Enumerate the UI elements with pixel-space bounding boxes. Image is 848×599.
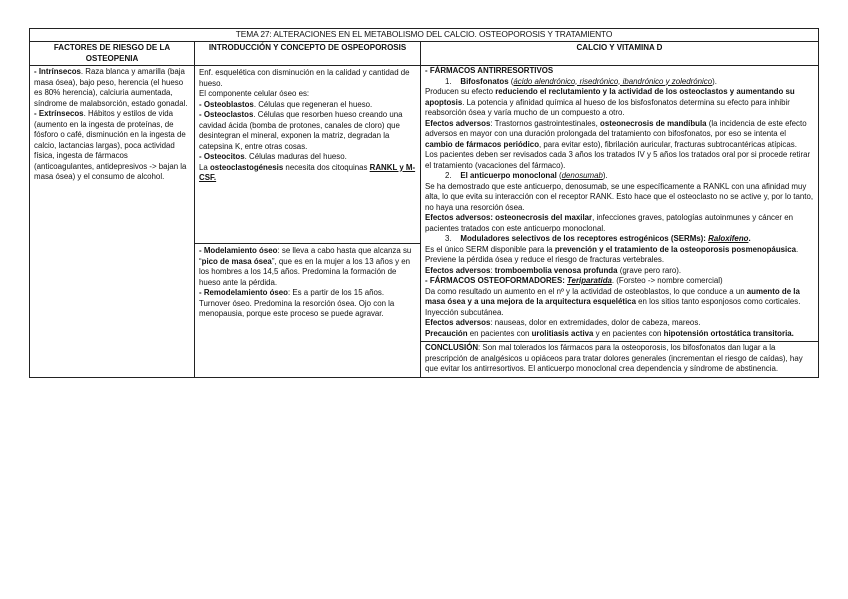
- teriparatide-text: [425, 287, 814, 319]
- adverse-bold-2: cambio de fármacos periódico: [425, 139, 540, 149]
- osteoblasts-label: - Osteoblastos: [199, 99, 254, 109]
- modeling-item: [199, 246, 416, 288]
- bisphosphonates-adverse: [425, 119, 814, 151]
- osteoformer-heading: [425, 276, 814, 287]
- teriparatide-text-2: en los sitios tanto esponjosos como corticales. Inyección subcutánea.: [425, 297, 801, 317]
- bisphosphonates-names: ácido alendrónico, risedrónico, ibandrónico y zoledrónico: [513, 76, 713, 86]
- serm-number: 3.: [445, 234, 452, 243]
- serm-text-1: Es el único SERM disponible para la: [425, 244, 555, 254]
- header-introduction: INTRODUCCIÓN Y CONCEPTO DE OSPEOPOROSIS: [195, 42, 421, 65]
- risk-factors-cell: [30, 66, 195, 377]
- denosumab-label: El anticuerpo monoclonal: [460, 171, 557, 180]
- osteocytes-item: [199, 152, 416, 163]
- header-risk-factors: FACTORES DE RIESGO DE LA OSTEOPENIA: [30, 42, 195, 65]
- modeling-text-2: ”, que es en la mujer a los 13 años y en los hombres a los 14,5 años. Predomina la formación de hueso ante la pérdida.: [199, 256, 410, 287]
- serm-name: Raloxifeno: [708, 234, 749, 243]
- osteoclastogenesis-label: osteoclastogénesis: [209, 162, 284, 172]
- adverse-bold-1: osteonecrosis de mandíbula: [600, 118, 707, 128]
- teriparatide-name: Teriparatida: [567, 276, 612, 285]
- denosumab-number: 2.: [445, 171, 452, 180]
- osteocytes-text: . Células maduras del hueso.: [244, 152, 347, 161]
- modeling-label: - Modelamiento óseo: [199, 246, 278, 255]
- header-calcium-vitamin-d: CALCIO Y VITAMINA D: [576, 43, 663, 52]
- osteoformer-heading-text: - FÁRMACOS OSTEOFORMADORES:: [425, 276, 568, 285]
- extrinsic-label: - Extrínsecos: [34, 109, 84, 118]
- precaution-text-1: en pacientes con: [467, 328, 532, 338]
- remodeling-label: - Remodelamiento óseo: [199, 288, 289, 297]
- adverse-label: Efectos adversos: [425, 118, 491, 128]
- precaution-bold-1: urolitiasis activa: [531, 328, 594, 338]
- osteoclasts-text: . Células que resorben hueso creando una cavidad ácida (bomba de protones, canales de cloro) que desintegran el mineral, exponen la matriz, degradan la catepsina K, entre otras cosas.: [199, 110, 403, 151]
- adverse-text-1: : Trastornos gastrointestinales,: [490, 118, 601, 128]
- precaution-label: Precaución: [425, 328, 468, 338]
- header-row: [30, 42, 818, 66]
- serm-dot: .: [748, 234, 751, 243]
- bisphosphonates-paren-open: (: [508, 76, 514, 86]
- osteocytes-label: - Osteocitos: [199, 152, 245, 161]
- extrinsic-paragraph: [34, 109, 190, 183]
- cytokines-text: RANKL y M-CSF.: [199, 162, 416, 182]
- bone-modeling-section: [195, 244, 420, 322]
- introduction-cell: [195, 66, 421, 377]
- body-row: [30, 66, 818, 377]
- bisphosphonates-review: Los pacientes deben ser revisados cada 3 años los tratados IV y 5 años los tratados oral por si procede retirar el tratamiento (vacaciones del fármaco).: [425, 150, 811, 170]
- serm-heading: [425, 234, 814, 245]
- conclusion-body: : Son mal tolerados los fármacos para la osteoporosis, los bifosfonatos dan lugar a la prescripción de analgésicos u opiáceos para tratar dolores generales (incrementan el riesgo de caídas), hay que evitar los antirresortivos. El anticuerpo monoclonal crea dependencia y síndrome de abstinencia.: [425, 343, 803, 373]
- bisphosphonates-effect-1: Producen su efecto: [425, 87, 496, 96]
- bisphosphonates-effect: [425, 87, 814, 119]
- denosumab-adverse-bold: Efectos adversos: osteonecrosis del maxilar: [425, 213, 593, 222]
- osteoblasts-item: [199, 100, 416, 111]
- precaution-text: [425, 329, 814, 340]
- denosumab-name: denosumab: [561, 171, 603, 180]
- serm-adverse-text-2: (grave pero raro).: [617, 265, 682, 275]
- teriparatide-bold: aumento de la masa ósea y a una mejora de la arquitectura esquelética: [425, 286, 800, 306]
- denosumab-adverse-text: , infecciones graves, patologías autoinmunes y cáncer en pacientes tratados con este anticuerpo monoclonal.: [425, 213, 793, 233]
- teriparatide-note: . (Forsteo -> nombre comercial): [611, 276, 723, 285]
- drugs-section: [421, 66, 818, 342]
- notes-table: [29, 28, 819, 378]
- bisphosphonates-label: Bifosfonatos: [460, 76, 509, 86]
- osteoclastogenesis-pre: La: [199, 162, 210, 172]
- osteoclasts-item: [199, 110, 416, 152]
- denosumab-adverse: [425, 213, 814, 234]
- osteoblasts-text: . Células que regeneran el hueso.: [253, 99, 373, 109]
- osteoclastogenesis-item: [199, 163, 416, 184]
- bisphosphonates-paren-close: ).: [712, 76, 717, 86]
- extrinsic-text: . Hábitos y estilos de vida (aumento en la ingesta de proteínas, de fósforo o café, disminución en la ingesta de calcio, lactancias largas), poca actividad física, ingesta de fármacos (anticoagulantes, antidepresivos -> bajan la masa ósea) y el consumo de alcohol.: [34, 109, 187, 181]
- intrinsic-text: . Raza blanca y amarilla (baja masa ósea), bajo peso, herencia (el hueso es 80% herencia), calciuria aumentada, síndrome de malabsorción, estado gonadal.: [34, 67, 188, 108]
- calcium-vitamin-d-cell: [421, 66, 818, 377]
- teriparatide-adverse: [425, 318, 814, 329]
- antiresorptive-heading-text: - FÁRMACOS ANTIRRESORTIVOS: [425, 66, 554, 75]
- remodeling-item: [199, 288, 416, 320]
- conclusion-text: [425, 343, 814, 375]
- denosumab-paren-open: (: [556, 171, 562, 180]
- component-text: El componente celular óseo es:: [199, 89, 310, 98]
- modeling-text-1: : se lleva a cabo hasta que alcanza su “: [199, 246, 412, 266]
- antiresorptive-heading: [425, 66, 814, 77]
- serm-text: [425, 245, 814, 266]
- teriparatide-adverse-label: Efectos adversos: [425, 318, 491, 327]
- serm-adverse-label: Efectos adversos: [425, 265, 491, 275]
- adverse-text-3: , para evitar esto), fibrilación auricular, fracturas subtrocantéricas atípicas.: [539, 139, 797, 149]
- bisphosphonates-number: 1.: [445, 76, 452, 86]
- intrinsic-paragraph: [34, 67, 190, 109]
- denosumab-heading: [425, 171, 814, 182]
- serm-label: Moduladores selectivos de los receptores estrogénicos (SERMs):: [460, 234, 709, 243]
- precaution-text-2: y en pacientes con: [593, 328, 664, 338]
- bisphosphonates-effect-bold: reduciendo el reclutamiento y la actividad de los osteoclastos y aumentando su apoptosis: [425, 87, 795, 107]
- concept-section: [195, 66, 420, 244]
- bisphosphonates-heading: [425, 77, 814, 88]
- conclusion-section: [421, 342, 818, 377]
- precaution-bold-2: hipotensión ortostática transitoria.: [663, 328, 794, 338]
- serm-adverse-text: :: [490, 265, 495, 275]
- teriparatide-adverse-text: : nauseas, dolor en extremidades, dolor de cabeza, mareos.: [490, 318, 701, 327]
- intrinsic-label: - Intrínsecos: [34, 67, 81, 76]
- teriparatide-text-1: Da como resultado un aumento en el nº y la actividad de osteoblastos, lo que conduce a un: [425, 286, 747, 296]
- bisphosphonates-effect-2: . La potencia y afinidad química al hueso de los bisfosfonatos determina su efecto para inhibir reabsorción ósea y varía mucho de un compuesto a otro.: [425, 97, 790, 117]
- serm-adverse-bold: tromboembolia venosa profunda: [494, 265, 618, 275]
- remodeling-text: : Es a partir de los 15 años. Turnover óseo. Predomina la resorción ósea. Ojo con la menopausia, porque este proceso se puede agravar.: [199, 288, 395, 318]
- page-title: TEMA 27: ALTERACIONES EN EL METABOLISMO DEL CALCIO. OSTEOPOROSIS Y TRATAMIENTO: [30, 29, 818, 42]
- denosumab-text: Se ha demostrado que este anticuerpo, denosumab, se une específicamente a RANKL con una afinidad muy alta, lo que evita su interacción con el receptor RANK. Esto hace que el osteoclasto no se active y, por lo tanto, no haya una resorción ósea.: [425, 181, 814, 212]
- serm-text-2: . Previene la pérdida ósea y reduce el riesgo de fracturas vertebrales.: [425, 244, 799, 264]
- adverse-text-2: (la incidencia de este efecto adversos en mayor con una duración prolongada del tratamiento con bifosfonatos, por eso se intenta el: [425, 118, 807, 138]
- intro-text: Enf. esquelética con disminución en la calidad y cantidad de hueso.: [199, 68, 410, 88]
- conclusion-label: CONCLUSIÓN: [425, 343, 479, 352]
- osteoclasts-label: - Osteoclastos: [199, 110, 254, 119]
- peak-bone-mass: pico de masa ósea: [201, 256, 272, 266]
- serm-bold: prevención y el tratamiento de la osteoporosis posmenopáusica: [554, 244, 796, 254]
- serm-adverse: [425, 266, 814, 277]
- osteoclastogenesis-text: necesita dos citoquinas: [283, 162, 370, 172]
- denosumab-paren-close: ).: [602, 171, 608, 180]
